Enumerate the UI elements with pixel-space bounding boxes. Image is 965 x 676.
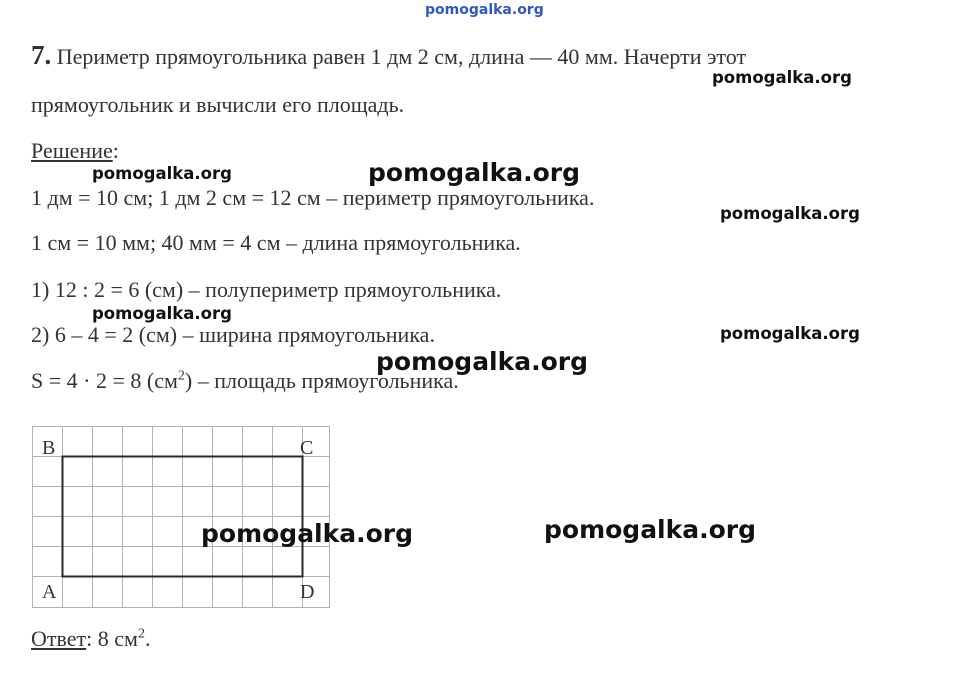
area-exponent: 2 [177,368,185,384]
watermark-5[interactable]: pomogalka.org [92,304,232,323]
vertex-label-a: A [42,581,57,603]
watermark-6[interactable]: pomogalka.org [720,324,860,343]
solution-line-1: 1 дм = 10 см; 1 дм 2 см = 12 см – периметр прямоугольника. [31,185,595,210]
task-text-1: Периметр прямоугольника равен 1 дм 2 см, длина — 40 мм. Начерти этот [56,44,747,69]
task-number: 7. [31,40,52,70]
task-line-1 [31,40,746,71]
watermark-2[interactable]: pomogalka.org [92,164,232,183]
solution-heading [31,138,119,164]
watermark-8[interactable]: pomogalka.org [201,519,414,548]
watermark-9[interactable]: pomogalka.org [544,515,757,544]
rectangle-figure [32,426,330,608]
watermark-top[interactable]: pomogalka.org [425,2,544,18]
watermark-1[interactable]: pomogalka.org [712,68,852,87]
solution-heading-text: Решение [31,138,113,163]
vertex-label-b: B [42,437,56,459]
answer-line [31,626,150,652]
vertex-label-c: C [300,437,314,459]
answer-exponent: 2 [137,626,145,642]
solution-line-3: 1) 12 : 2 = 6 (см) – полупериметр прямоугольника. [31,277,502,302]
watermark-7[interactable]: pomogalka.org [376,347,589,376]
vertex-label-d: D [300,581,315,603]
solution-heading-colon: : [112,138,119,163]
task-line-2: прямоугольник и вычисли его площадь. [31,92,405,117]
area-suffix: ) – площадь прямоугольника. [184,368,459,393]
grid-lines [32,426,330,608]
answer-label: Ответ [31,626,87,651]
solution-line-2: 1 см = 10 мм; 40 мм = 4 см – длина прямоугольника. [31,230,521,255]
answer-end: . [144,626,151,651]
area-prefix: S = 4 · 2 = 8 (см [31,368,178,393]
watermark-4[interactable]: pomogalka.org [720,204,860,223]
watermark-3[interactable]: pomogalka.org [368,158,581,187]
answer-text: : 8 см [86,626,138,651]
solution-line-4: 2) 6 – 4 = 2 (см) – ширина прямоугольника. [31,322,435,347]
